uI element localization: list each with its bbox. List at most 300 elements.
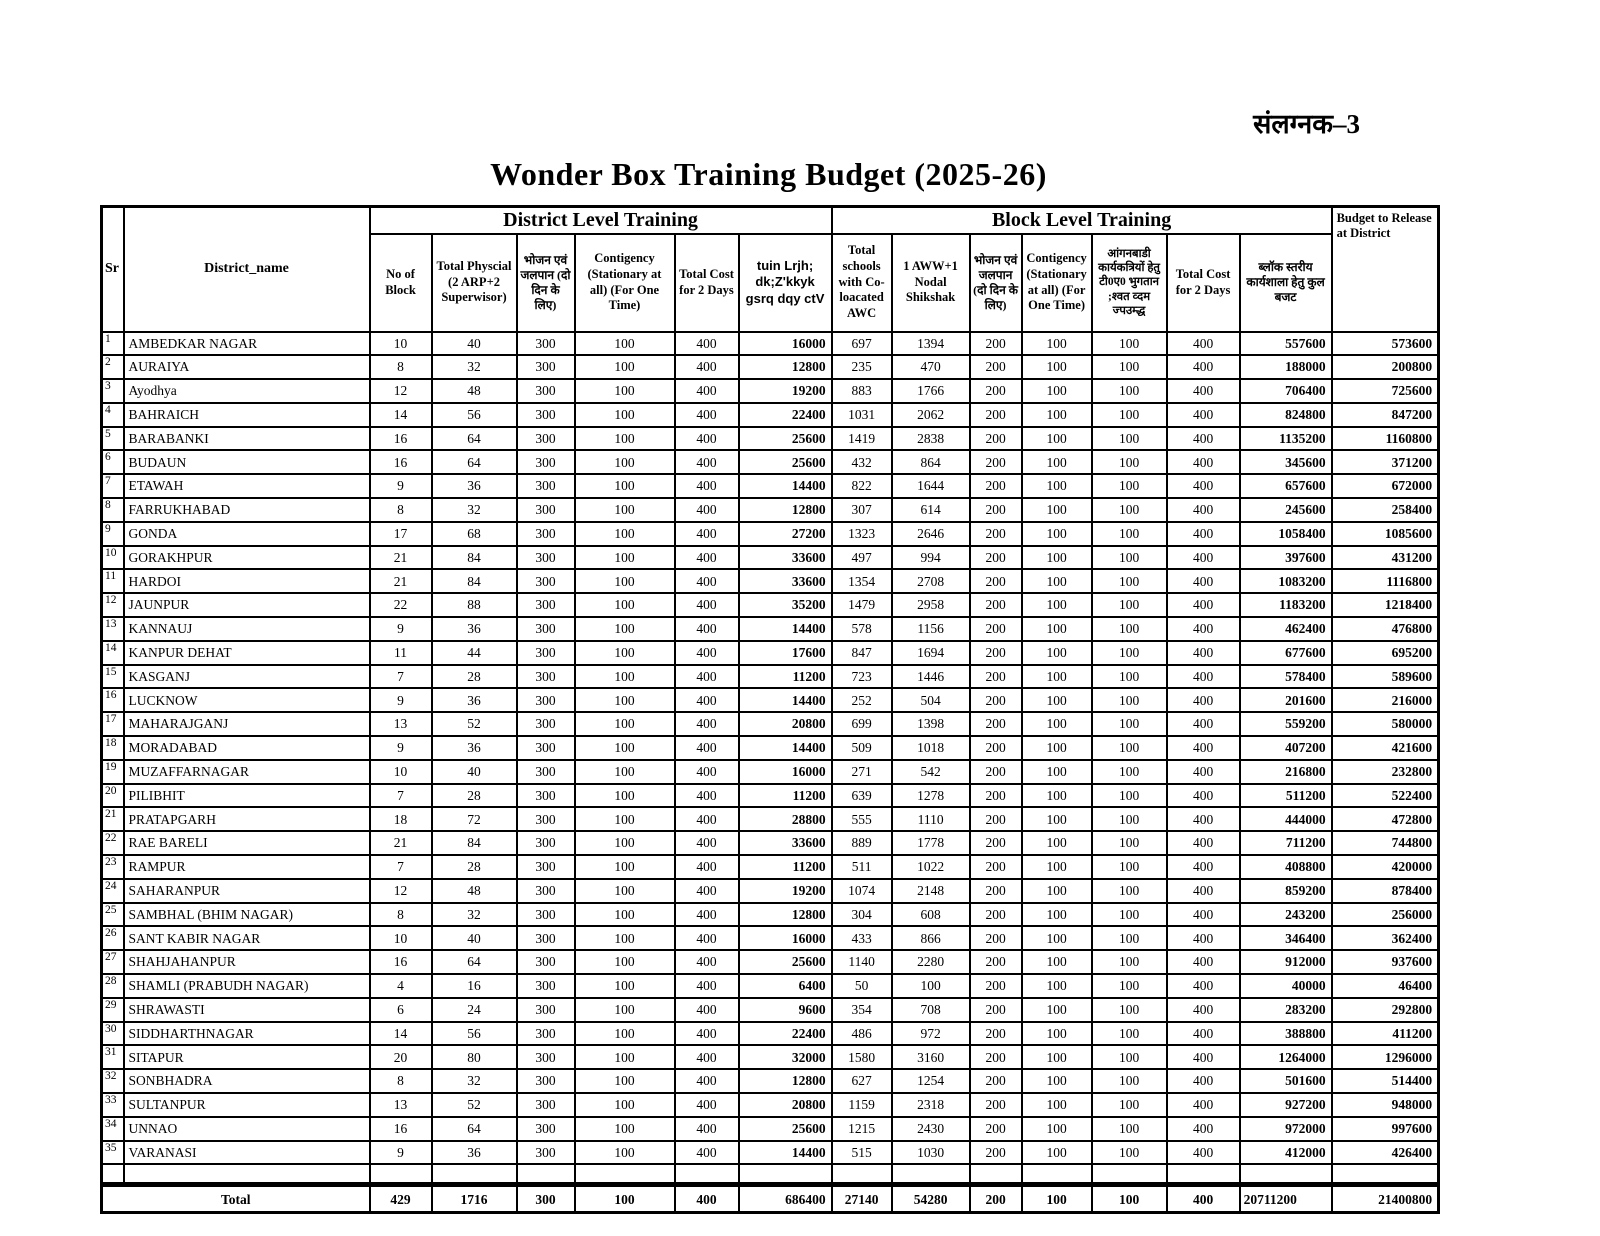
cell-total-cost-block: 400 — [1167, 855, 1240, 879]
cell-aww-nodal: 1254 — [892, 1069, 970, 1093]
cell-district-name: SHAMLI (PRABUDH NAGAR) — [124, 974, 370, 998]
cell-schools-awc: 555 — [832, 807, 892, 831]
table-row — [102, 879, 1439, 903]
cell-food-block: 200 — [970, 498, 1022, 522]
cell-budget-release: 937600 — [1332, 950, 1439, 974]
table-row — [102, 379, 1439, 403]
cell-budget-release: 522400 — [1332, 784, 1439, 808]
cell-contingency-district: 100 — [575, 712, 675, 736]
cell-district-budget: 16000 — [739, 926, 832, 950]
cell-total-cost-block: 400 — [1167, 712, 1240, 736]
table-row — [102, 926, 1439, 950]
cell-food-district: 300 — [517, 736, 575, 760]
cell-ta-payment: 100 — [1092, 332, 1167, 356]
cell-district-budget: 12800 — [739, 903, 832, 927]
cell-ta-payment: 100 — [1092, 498, 1167, 522]
cell-contingency-district: 100 — [575, 498, 675, 522]
cell-food-district: 300 — [517, 665, 575, 689]
cell-total-cost-block: 400 — [1167, 379, 1240, 403]
cell-sr: 12 — [102, 593, 124, 617]
cell-district-budget: 33600 — [739, 831, 832, 855]
cell-aww-nodal: 994 — [892, 546, 970, 570]
cell-food-block: 200 — [970, 427, 1022, 451]
cell-food-block: 200 — [970, 736, 1022, 760]
cell-total-physical: 40 — [432, 332, 517, 356]
cell-ta-payment: 100 — [1092, 593, 1167, 617]
cell-sr: 13 — [102, 617, 124, 641]
cell-schools-awc: 639 — [832, 784, 892, 808]
cell-total-cost-district: 400 — [675, 379, 739, 403]
cell-total-physical: 32 — [432, 355, 517, 379]
cell-contingency-block: 100 — [1022, 974, 1092, 998]
cell-total-cost-block: 400 — [1167, 427, 1240, 451]
cell-ta-payment: 100 — [1092, 831, 1167, 855]
cell-total-cost-block: 400 — [1167, 522, 1240, 546]
cell-food-block: 200 — [970, 1045, 1022, 1069]
cell-ta-payment: 100 — [1092, 474, 1167, 498]
cell-food-district: 300 — [517, 522, 575, 546]
cell-food-district: 300 — [517, 807, 575, 831]
cell-district-name: ETAWAH — [124, 474, 370, 498]
cell-food-district: 300 — [517, 831, 575, 855]
cell-sr: 25 — [102, 903, 124, 927]
cell-food-district: 300 — [517, 332, 575, 356]
cell-total-physical: 32 — [432, 498, 517, 522]
cell-food-block: 200 — [970, 569, 1022, 593]
cell-aww-nodal: 1278 — [892, 784, 970, 808]
cell-sr: 33 — [102, 1093, 124, 1117]
cell-district-budget: 33600 — [739, 546, 832, 570]
cell-aww-nodal: 1018 — [892, 736, 970, 760]
cell-total-physical: 40 — [432, 760, 517, 784]
cell-district-name: SAMBHAL (BHIM NAGAR) — [124, 903, 370, 927]
cell-aww-nodal: 1156 — [892, 617, 970, 641]
cell-district-budget: 11200 — [739, 855, 832, 879]
cell-district-name: AURAIYA — [124, 355, 370, 379]
cell-total-cost-block: 400 — [1167, 546, 1240, 570]
cell-food-block: 200 — [970, 807, 1022, 831]
cell-food-block: 200 — [970, 1141, 1022, 1165]
cell-aww-nodal: 2838 — [892, 427, 970, 451]
cell-total-physical: 28 — [432, 665, 517, 689]
cell-food-block: 200 — [970, 1093, 1022, 1117]
cell-block-budget: 711200 — [1240, 831, 1332, 855]
cell-block-budget: 462400 — [1240, 617, 1332, 641]
cell-total-cost-block: 400 — [1167, 807, 1240, 831]
cell-budget-release: 232800 — [1332, 760, 1439, 784]
cell-district-budget: 25600 — [739, 450, 832, 474]
cell-total-cost-block: 400 — [1167, 903, 1240, 927]
cell-total-cost-district: 400 — [675, 1141, 739, 1165]
cell-district-budget: 14400 — [739, 736, 832, 760]
cell-district-budget: 16000 — [739, 332, 832, 356]
cell-total-cost-district: 400 — [675, 903, 739, 927]
cell-sr: 16 — [102, 688, 124, 712]
cell-food-district: 300 — [517, 450, 575, 474]
cell-aww-nodal: 614 — [892, 498, 970, 522]
cell-ta-payment: 100 — [1092, 427, 1167, 451]
cell-contingency-block: 100 — [1022, 522, 1092, 546]
cell-total-physical: 64 — [432, 950, 517, 974]
total-cell-ta-payment: 100 — [1092, 1185, 1167, 1213]
cell-block-budget: 559200 — [1240, 712, 1332, 736]
cell-total-cost-block: 400 — [1167, 1022, 1240, 1046]
cell-contingency-district: 100 — [575, 1022, 675, 1046]
cell-no-of-block: 4 — [370, 974, 432, 998]
table-row — [102, 522, 1439, 546]
cell-food-block: 200 — [970, 403, 1022, 427]
cell-food-block: 200 — [970, 760, 1022, 784]
cell-contingency-district: 100 — [575, 641, 675, 665]
cell-food-block: 200 — [970, 926, 1022, 950]
header-district-budget: tuin Lrjh; dk;Z'kkyk gsrq dqy ctV — [739, 234, 832, 332]
cell-district-name: BUDAUN — [124, 450, 370, 474]
total-cell-food-block: 200 — [970, 1185, 1022, 1213]
cell-ta-payment: 100 — [1092, 569, 1167, 593]
cell-sr: 3 — [102, 379, 124, 403]
cell-block-budget: 677600 — [1240, 641, 1332, 665]
cell-no-of-block: 8 — [370, 498, 432, 522]
cell-contingency-district: 100 — [575, 474, 675, 498]
cell-total-physical: 32 — [432, 1069, 517, 1093]
cell-district-budget: 25600 — [739, 427, 832, 451]
budget-table — [100, 205, 1440, 1214]
cell-block-budget: 859200 — [1240, 879, 1332, 903]
cell-food-block: 200 — [970, 522, 1022, 546]
cell-district-budget: 20800 — [739, 1093, 832, 1117]
cell-block-budget: 972000 — [1240, 1117, 1332, 1141]
empty-cell — [124, 1164, 370, 1185]
cell-sr: 15 — [102, 665, 124, 689]
cell-contingency-block: 100 — [1022, 593, 1092, 617]
cell-food-block: 200 — [970, 332, 1022, 356]
cell-district-budget: 12800 — [739, 355, 832, 379]
cell-total-cost-block: 400 — [1167, 784, 1240, 808]
cell-total-cost-district: 400 — [675, 450, 739, 474]
cell-schools-awc: 578 — [832, 617, 892, 641]
cell-total-cost-district: 400 — [675, 998, 739, 1022]
cell-no-of-block: 11 — [370, 641, 432, 665]
cell-contingency-district: 100 — [575, 403, 675, 427]
empty-cell — [739, 1164, 832, 1185]
cell-district-budget: 33600 — [739, 569, 832, 593]
cell-total-physical: 48 — [432, 879, 517, 903]
cell-total-physical: 64 — [432, 450, 517, 474]
cell-district-name: MORADABAD — [124, 736, 370, 760]
cell-block-budget: 245600 — [1240, 498, 1332, 522]
cell-schools-awc: 822 — [832, 474, 892, 498]
empty-cell — [575, 1164, 675, 1185]
cell-food-district: 300 — [517, 1093, 575, 1117]
cell-district-name: SULTANPUR — [124, 1093, 370, 1117]
cell-no-of-block: 7 — [370, 855, 432, 879]
cell-district-budget: 22400 — [739, 403, 832, 427]
table-row — [102, 1022, 1439, 1046]
cell-no-of-block: 13 — [370, 1093, 432, 1117]
cell-aww-nodal: 2708 — [892, 569, 970, 593]
cell-ta-payment: 100 — [1092, 450, 1167, 474]
cell-contingency-block: 100 — [1022, 332, 1092, 356]
cell-no-of-block: 10 — [370, 332, 432, 356]
empty-cell — [1167, 1164, 1240, 1185]
cell-no-of-block: 12 — [370, 879, 432, 903]
cell-block-budget: 412000 — [1240, 1141, 1332, 1165]
cell-schools-awc: 1140 — [832, 950, 892, 974]
cell-ta-payment: 100 — [1092, 926, 1167, 950]
cell-ta-payment: 100 — [1092, 355, 1167, 379]
cell-block-budget: 1083200 — [1240, 569, 1332, 593]
cell-district-name: SITAPUR — [124, 1045, 370, 1069]
cell-block-budget: 444000 — [1240, 807, 1332, 831]
cell-food-block: 200 — [970, 546, 1022, 570]
table-row — [102, 450, 1439, 474]
cell-ta-payment: 100 — [1092, 736, 1167, 760]
table-row — [102, 498, 1439, 522]
header-total-physical: Total Physcial (2 ARP+2 Superwisor) — [432, 234, 517, 332]
cell-contingency-district: 100 — [575, 926, 675, 950]
cell-aww-nodal: 866 — [892, 926, 970, 950]
cell-schools-awc: 271 — [832, 760, 892, 784]
cell-total-physical: 64 — [432, 427, 517, 451]
table-row — [102, 903, 1439, 927]
cell-aww-nodal: 2148 — [892, 879, 970, 903]
cell-sr: 10 — [102, 546, 124, 570]
cell-contingency-district: 100 — [575, 593, 675, 617]
cell-total-cost-district: 400 — [675, 474, 739, 498]
empty-cell — [832, 1164, 892, 1185]
cell-ta-payment: 100 — [1092, 617, 1167, 641]
cell-aww-nodal: 504 — [892, 688, 970, 712]
cell-total-cost-district: 400 — [675, 1093, 739, 1117]
cell-food-district: 300 — [517, 1045, 575, 1069]
cell-block-budget: 557600 — [1240, 332, 1332, 356]
cell-total-cost-district: 400 — [675, 736, 739, 760]
cell-ta-payment: 100 — [1092, 950, 1167, 974]
cell-schools-awc: 847 — [832, 641, 892, 665]
cell-budget-release: 46400 — [1332, 974, 1439, 998]
cell-district-budget: 19200 — [739, 379, 832, 403]
header-contingency-block: Contigency (Stationary at all) (For One Time) — [1022, 234, 1092, 332]
cell-schools-awc: 723 — [832, 665, 892, 689]
cell-food-district: 300 — [517, 950, 575, 974]
cell-district-budget: 14400 — [739, 474, 832, 498]
table-row — [102, 784, 1439, 808]
header-district-name: District_name — [124, 207, 370, 332]
cell-district-name: GORAKHPUR — [124, 546, 370, 570]
cell-budget-release: 1296000 — [1332, 1045, 1439, 1069]
cell-district-name: KASGANJ — [124, 665, 370, 689]
cell-food-block: 200 — [970, 355, 1022, 379]
header-aww-nodal: 1 AWW+1 Nodal Shikshak — [892, 234, 970, 332]
cell-no-of-block: 20 — [370, 1045, 432, 1069]
cell-contingency-block: 100 — [1022, 688, 1092, 712]
cell-food-district: 300 — [517, 712, 575, 736]
cell-food-block: 200 — [970, 688, 1022, 712]
cell-contingency-block: 100 — [1022, 950, 1092, 974]
cell-schools-awc: 354 — [832, 998, 892, 1022]
cell-district-name: PRATAPGARH — [124, 807, 370, 831]
total-cell-budget-release: 21400800 — [1332, 1185, 1439, 1213]
table-row — [102, 831, 1439, 855]
empty-cell — [102, 1164, 124, 1185]
cell-contingency-block: 100 — [1022, 736, 1092, 760]
cell-contingency-block: 100 — [1022, 831, 1092, 855]
cell-no-of-block: 21 — [370, 546, 432, 570]
cell-contingency-district: 100 — [575, 1117, 675, 1141]
cell-schools-awc: 486 — [832, 1022, 892, 1046]
cell-no-of-block: 6 — [370, 998, 432, 1022]
cell-total-cost-block: 400 — [1167, 879, 1240, 903]
cell-ta-payment: 100 — [1092, 1022, 1167, 1046]
cell-aww-nodal: 1778 — [892, 831, 970, 855]
cell-district-name: UNNAO — [124, 1117, 370, 1141]
cell-district-budget: 32000 — [739, 1045, 832, 1069]
total-cell-contingency-block: 100 — [1022, 1185, 1092, 1213]
cell-block-budget: 578400 — [1240, 665, 1332, 689]
table-row — [102, 998, 1439, 1022]
cell-aww-nodal: 708 — [892, 998, 970, 1022]
cell-district-budget: 12800 — [739, 498, 832, 522]
cell-no-of-block: 10 — [370, 760, 432, 784]
cell-block-budget: 188000 — [1240, 355, 1332, 379]
cell-district-name: RAMPUR — [124, 855, 370, 879]
cell-aww-nodal: 2958 — [892, 593, 970, 617]
cell-budget-release: 371200 — [1332, 450, 1439, 474]
total-cell-total-cost-district: 400 — [675, 1185, 739, 1213]
cell-total-cost-district: 400 — [675, 831, 739, 855]
cell-schools-awc: 50 — [832, 974, 892, 998]
cell-total-cost-block: 400 — [1167, 950, 1240, 974]
cell-food-block: 200 — [970, 379, 1022, 403]
cell-schools-awc: 1074 — [832, 879, 892, 903]
cell-budget-release: 216000 — [1332, 688, 1439, 712]
cell-contingency-district: 100 — [575, 831, 675, 855]
table-row — [102, 712, 1439, 736]
cell-total-cost-district: 400 — [675, 617, 739, 641]
empty-row — [102, 1164, 1439, 1185]
cell-district-name: JAUNPUR — [124, 593, 370, 617]
cell-sr: 14 — [102, 641, 124, 665]
cell-sr: 19 — [102, 760, 124, 784]
cell-ta-payment: 100 — [1092, 855, 1167, 879]
cell-district-budget: 12800 — [739, 1069, 832, 1093]
cell-sr: 20 — [102, 784, 124, 808]
cell-ta-payment: 100 — [1092, 903, 1167, 927]
cell-aww-nodal: 2318 — [892, 1093, 970, 1117]
cell-total-physical: 36 — [432, 617, 517, 641]
cell-budget-release: 411200 — [1332, 1022, 1439, 1046]
cell-total-cost-district: 400 — [675, 784, 739, 808]
cell-total-cost-block: 400 — [1167, 474, 1240, 498]
header-ta-payment: आंगनबाडी कार्यकत्रियों हेतु टी0ए0 भुगतान ;श्वत व्दम ज्पउम्द्ध — [1092, 234, 1167, 332]
cell-total-cost-district: 400 — [675, 355, 739, 379]
cell-district-name: LUCKNOW — [124, 688, 370, 712]
cell-food-district: 300 — [517, 1141, 575, 1165]
empty-cell — [432, 1164, 517, 1185]
cell-district-budget: 19200 — [739, 879, 832, 903]
cell-total-cost-block: 400 — [1167, 1069, 1240, 1093]
cell-food-district: 300 — [517, 379, 575, 403]
cell-contingency-district: 100 — [575, 974, 675, 998]
cell-budget-release: 1160800 — [1332, 427, 1439, 451]
cell-total-cost-block: 400 — [1167, 831, 1240, 855]
cell-contingency-block: 100 — [1022, 569, 1092, 593]
cell-district-name: RAE BARELI — [124, 831, 370, 855]
cell-district-name: VARANASI — [124, 1141, 370, 1165]
cell-no-of-block: 14 — [370, 403, 432, 427]
cell-contingency-district: 100 — [575, 903, 675, 927]
cell-aww-nodal: 1394 — [892, 332, 970, 356]
cell-district-budget: 35200 — [739, 593, 832, 617]
cell-district-budget: 6400 — [739, 974, 832, 998]
total-cell-total-physical: 1716 — [432, 1185, 517, 1213]
cell-district-name: MAHARAJGANJ — [124, 712, 370, 736]
cell-district-name: BAHRAICH — [124, 403, 370, 427]
cell-no-of-block: 12 — [370, 379, 432, 403]
cell-total-cost-block: 400 — [1167, 1141, 1240, 1165]
cell-block-budget: 345600 — [1240, 450, 1332, 474]
cell-no-of-block: 16 — [370, 950, 432, 974]
cell-contingency-block: 100 — [1022, 617, 1092, 641]
cell-no-of-block: 7 — [370, 784, 432, 808]
cell-food-block: 200 — [970, 998, 1022, 1022]
cell-district-budget: 20800 — [739, 712, 832, 736]
cell-block-budget: 397600 — [1240, 546, 1332, 570]
cell-contingency-block: 100 — [1022, 926, 1092, 950]
cell-block-budget: 912000 — [1240, 950, 1332, 974]
cell-schools-awc: 515 — [832, 1141, 892, 1165]
cell-district-name: FARRUKHABAD — [124, 498, 370, 522]
cell-contingency-district: 100 — [575, 736, 675, 760]
cell-district-budget: 16000 — [739, 760, 832, 784]
cell-block-budget: 927200 — [1240, 1093, 1332, 1117]
cell-total-cost-block: 400 — [1167, 688, 1240, 712]
cell-food-block: 200 — [970, 641, 1022, 665]
header-district-level-training: District Level Training — [370, 207, 832, 234]
cell-no-of-block: 13 — [370, 712, 432, 736]
cell-total-physical: 36 — [432, 1141, 517, 1165]
cell-budget-release: 672000 — [1332, 474, 1439, 498]
cell-total-cost-district: 400 — [675, 522, 739, 546]
cell-sr: 22 — [102, 831, 124, 855]
cell-contingency-district: 100 — [575, 950, 675, 974]
cell-aww-nodal: 1694 — [892, 641, 970, 665]
cell-food-block: 200 — [970, 831, 1022, 855]
table-row — [102, 355, 1439, 379]
table-row — [102, 1117, 1439, 1141]
cell-budget-release: 420000 — [1332, 855, 1439, 879]
cell-aww-nodal: 1022 — [892, 855, 970, 879]
cell-budget-release: 514400 — [1332, 1069, 1439, 1093]
cell-budget-release: 695200 — [1332, 641, 1439, 665]
table-row — [102, 807, 1439, 831]
cell-sr: 18 — [102, 736, 124, 760]
cell-sr: 9 — [102, 522, 124, 546]
cell-contingency-district: 100 — [575, 546, 675, 570]
cell-total-cost-district: 400 — [675, 1069, 739, 1093]
header-total-cost-block: Total Cost for 2 Days — [1167, 234, 1240, 332]
cell-total-cost-district: 400 — [675, 403, 739, 427]
cell-district-budget: 22400 — [739, 1022, 832, 1046]
cell-ta-payment: 100 — [1092, 688, 1167, 712]
cell-budget-release: 476800 — [1332, 617, 1439, 641]
table-row — [102, 974, 1439, 998]
table-row — [102, 950, 1439, 974]
cell-contingency-block: 100 — [1022, 450, 1092, 474]
header-contingency-district: Contigency (Stationary at all) (For One Time) — [575, 234, 675, 332]
cell-budget-release: 1218400 — [1332, 593, 1439, 617]
cell-contingency-district: 100 — [575, 569, 675, 593]
